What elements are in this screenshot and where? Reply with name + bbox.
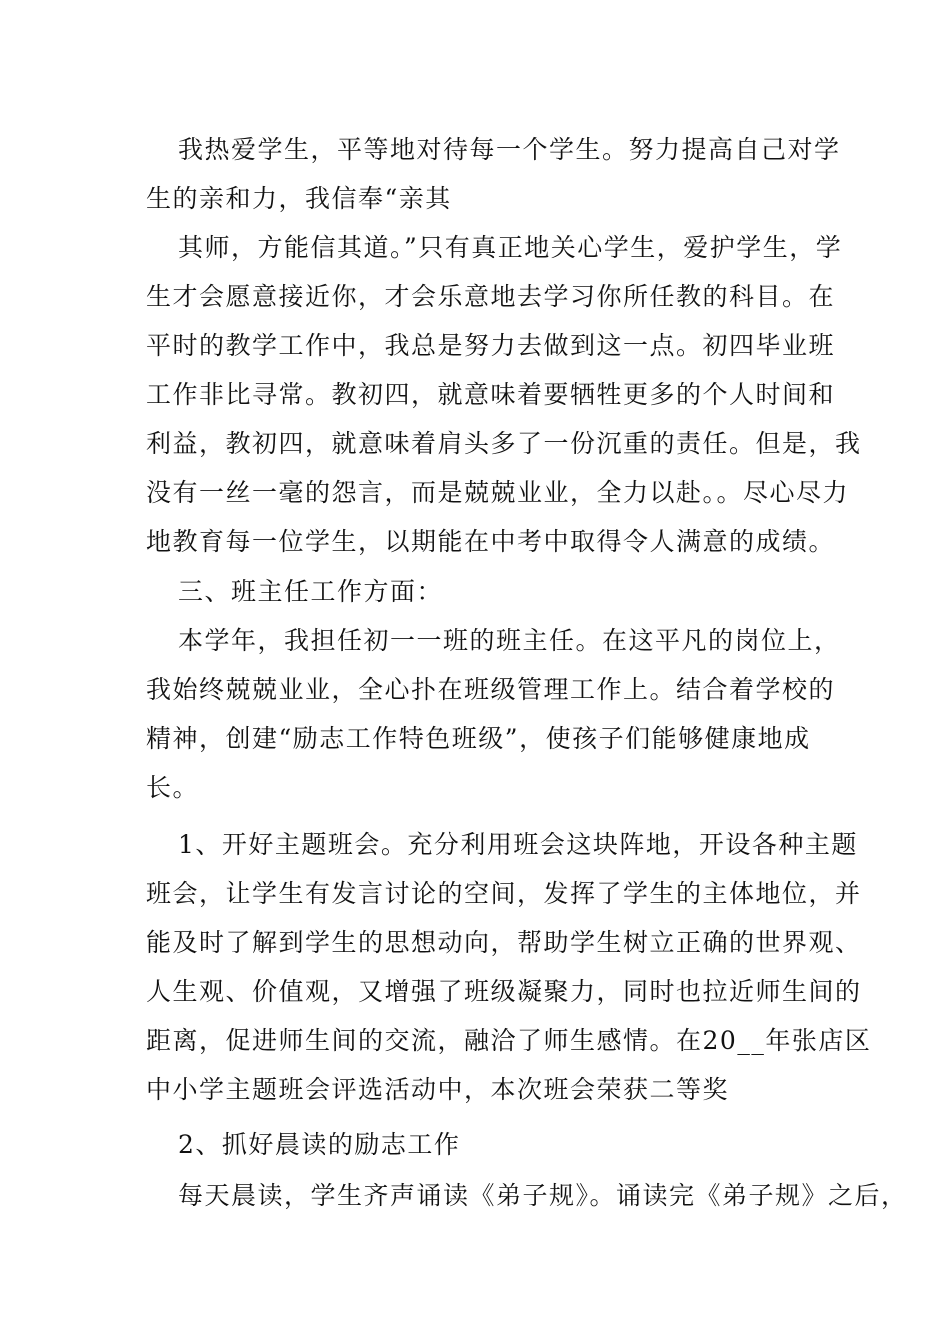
text-line-2: 生的亲和力，我信奉“亲其: [146, 184, 452, 213]
text-line-16: 班会，让学生有发言讨论的空间，发挥了学生的主体地位，并: [146, 879, 862, 908]
text-line-22: 每天晨读，学生齐声诵读《弟子规》。诵读完《弟子规》之后，: [178, 1181, 908, 1210]
text-line-19: 距离，促进师生间的交流，融洽了师生感情。在20__年张店区: [146, 1026, 872, 1055]
section-heading: 三、班主任工作方面：: [178, 577, 444, 606]
subheading-morning-reading: 2、抓好晨读的励志工作: [178, 1130, 461, 1159]
text-line-9: 地教育每一位学生，以期能在中考中取得令人满意的成绩。: [146, 527, 836, 556]
text-line-8: 没有一丝一毫的怨言，而是兢兢业业，全力以赴。。尽心尽力: [146, 478, 850, 507]
text-line-12: 我始终兢兢业业，全心扑在班级管理工作上。结合着学校的: [146, 675, 836, 704]
text-line-14: 长。: [146, 773, 200, 802]
text-line-11: 本学年，我担任初一一班的班主任。在这平凡的岗位上，: [178, 626, 841, 655]
text-line-17: 能及时了解到学生的思想动向，帮助学生树立正确的世界观、: [146, 928, 862, 957]
text-line-13: 精神，创建“励志工作特色班级”，使孩子们能够健康地成: [146, 724, 811, 753]
text-line-4: 生才会愿意接近你，才会乐意地去学习你所任教的科目。在: [146, 282, 836, 311]
text-line-15: 1、开好主题班会。充分利用班会这块阵地，开设各种主题: [178, 830, 858, 859]
text-line-5: 平时的教学工作中，我总是努力去做到这一点。初四毕业班: [146, 331, 836, 360]
text-line-3: 其师，方能信其道。”只有真正地关心学生，爱护学生，学: [178, 233, 843, 262]
text-line-18: 人生观、价值观，又增强了班级凝聚力，同时也拉近师生间的: [146, 977, 862, 1006]
text-line-6: 工作非比寻常。教初四，就意味着要牺牲更多的个人时间和: [146, 380, 836, 409]
text-line-20: 中小学主题班会评选活动中，本次班会荣获二等奖: [146, 1075, 730, 1104]
text-line-1: 我热爱学生，平等地对待每一个学生。努力提高自己对学: [178, 135, 841, 164]
text-line-7: 利益，教初四，就意味着肩头多了一份沉重的责任。但是，我: [146, 429, 862, 458]
